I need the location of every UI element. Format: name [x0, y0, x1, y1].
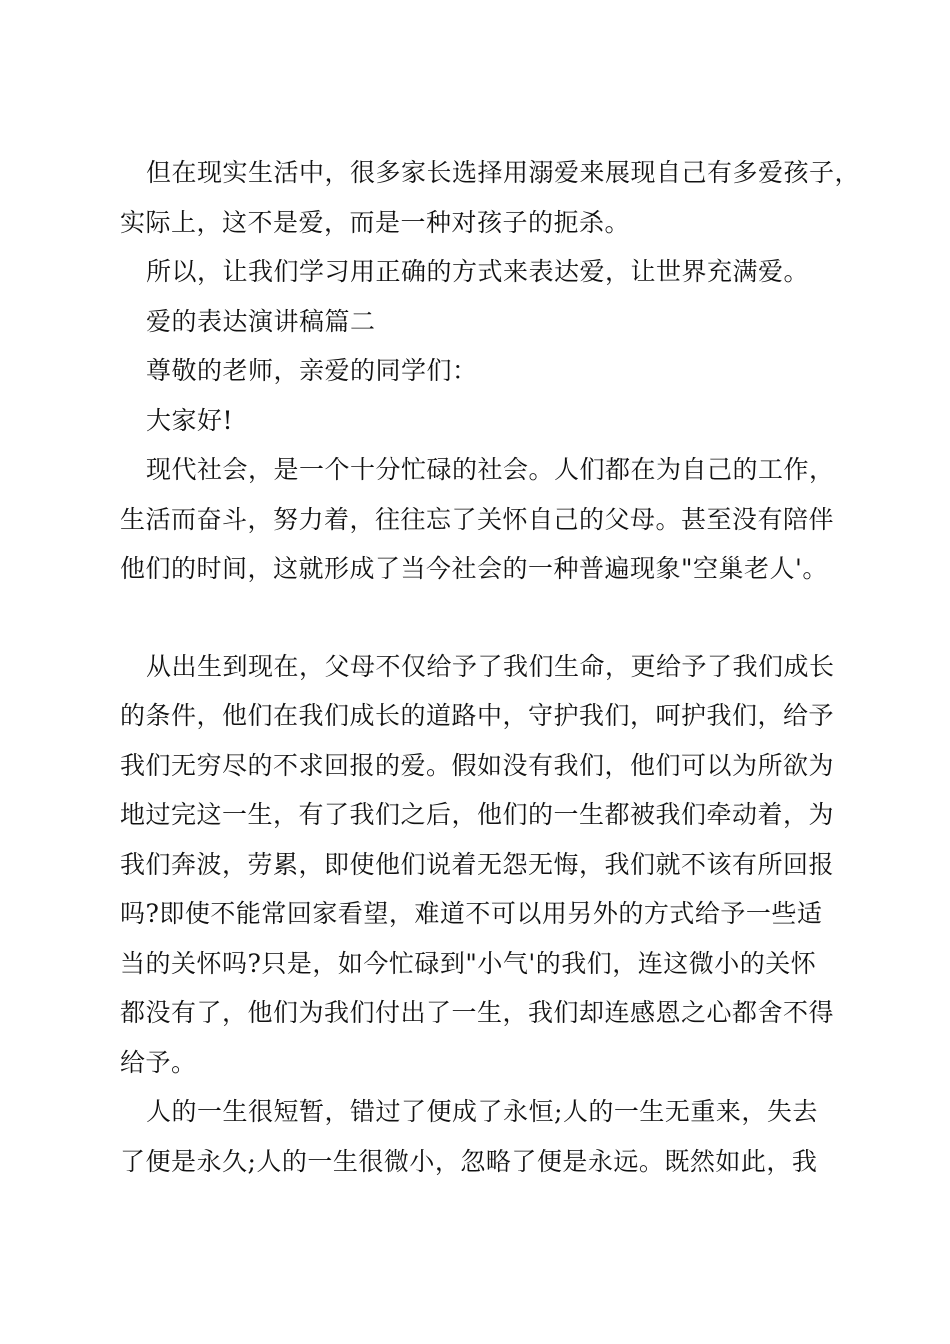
- text-line: 都没有了，他们为我们付出了一生，我们却连感恩之心都舍不得: [120, 998, 835, 1027]
- paragraph-4: [120, 642, 840, 1088]
- text-line: 地过完这一生，有了我们之后，他们的一生都被我们牵动着，为: [120, 800, 835, 829]
- salutation: [120, 346, 840, 396]
- text-line: 大家好!: [146, 405, 234, 435]
- text-line: 从出生到现在，父母不仅给予了我们生命，更给予了我们成长: [146, 651, 835, 681]
- text-line: 所以，让我们学习用正确的方式来表达爱，让世界充满爱。: [146, 257, 810, 286]
- paragraph-gap: [120, 594, 840, 642]
- paragraph-2: [120, 247, 840, 297]
- text-line: 他们的时间，这就形成了当今社会的一种普遍现象"空巢老人'。: [120, 554, 828, 583]
- text-line: 人的一生很短暂，错过了便成了永恒;人的一生无重来，失去: [146, 1097, 818, 1126]
- text-line: 尊敬的老师，亲爱的同学们：: [146, 356, 478, 385]
- text-line: 实际上，这不是爱，而是一种对孩子的扼杀。: [120, 207, 631, 237]
- paragraph-5: [120, 1087, 840, 1186]
- paragraph-3: [120, 445, 840, 594]
- paragraph-1: [120, 148, 861, 247]
- text-line: 我们无穷尽的不求回报的爱。假如没有我们，他们可以为所欲为: [120, 750, 835, 780]
- text-line: 的条件，他们在我们成长的道路中，守护我们，呵护我们，给予: [120, 701, 835, 730]
- section-heading: [120, 297, 840, 347]
- text-line: 爱的表达演讲稿篇二: [146, 306, 376, 336]
- document-body: [120, 148, 861, 1186]
- text-line: 给予。: [120, 1047, 197, 1077]
- text-line: 了便是永久;人的一生很微小，忽略了便是永远。既然如此，我: [120, 1146, 818, 1176]
- greeting: [120, 396, 840, 446]
- text-line: 当的关怀吗?只是，如今忙碌到"小气'的我们，连这微小的关怀: [120, 948, 817, 978]
- text-line: 现代社会，是一个十分忙碌的社会。人们都在为自己的工作，: [146, 455, 835, 484]
- text-line: 生活而奋斗，努力着，往往忘了关怀自己的父母。甚至没有陪伴: [120, 504, 835, 534]
- text-line: 我们奔波，劳累，即使他们说着无怨无悔，我们就不该有所回报: [120, 849, 835, 879]
- text-line: 但在现实生活中，很多家长选择用溺爱来展现自己有多爱孩子，: [146, 158, 861, 187]
- text-line: 吗?即使不能常回家看望，难道不可以用另外的方式给予一些适: [120, 899, 823, 928]
